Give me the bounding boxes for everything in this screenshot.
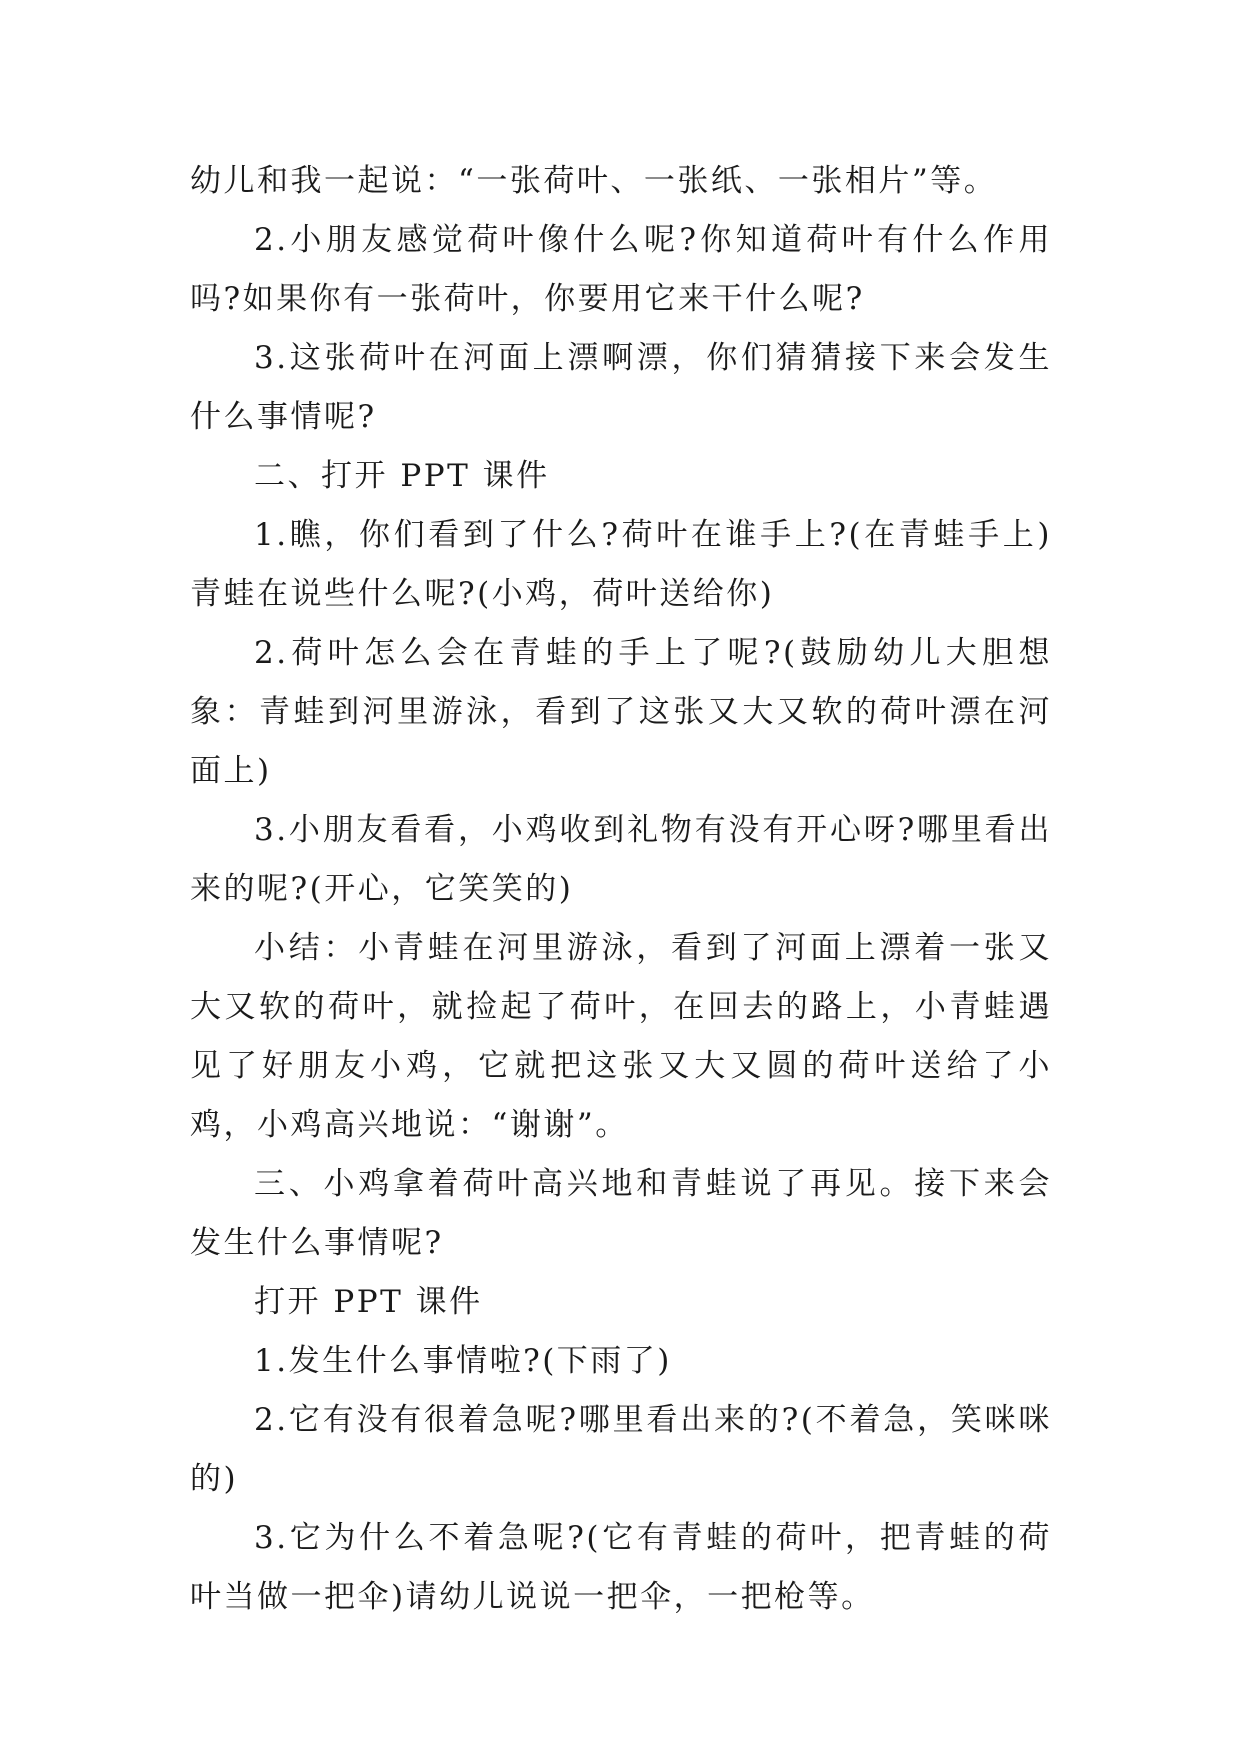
paragraph-continued-intro: 幼儿和我一起说：“一张荷叶、一张纸、一张相片”等。 — [190, 163, 998, 199]
paragraph-section2-item-3: 3.小朋友看看，小鸡收到礼物有没有开心呀?哪里看出来的呢?(开心，它笑笑的) — [190, 812, 1052, 907]
paragraph-section3-item-1: 1.发生什么事情啦?(下雨了) — [254, 1343, 672, 1379]
paragraph-question-2: 2.小朋友感觉荷叶像什么呢?你知道荷叶有什么作用吗?如果你有一张荷叶，你要用它来干什么呢? — [190, 222, 1052, 317]
paragraph-open-ppt: 打开 PPT 课件 — [254, 1284, 483, 1320]
paragraph-summary: 小结：小青蛙在河里游泳，看到了河面上漂着一张又大又软的荷叶，就捡起了荷叶，在回去的路上，小青蛙遇见了好朋友小鸡，它就把这张又大又圆的荷叶送给了小鸡，小鸡高兴地说：“谢谢”。 — [190, 930, 1052, 1143]
section-heading-2: 二、打开 PPT 课件 — [254, 458, 550, 494]
paragraph-question-3: 3.这张荷叶在河面上漂啊漂，你们猜猜接下来会发生什么事情呢? — [190, 340, 1052, 435]
paragraph-section3-item-2: 2.它有没有很着急呢?哪里看出来的?(不着急，笑咪咪的) — [190, 1402, 1052, 1497]
paragraph-section3-item-3: 3.它为什么不着急呢?(它有青蛙的荷叶，把青蛙的荷叶当做一把伞)请幼儿说说一把伞，一把枪等。 — [190, 1520, 1052, 1615]
paragraph-section2-item-2: 2.荷叶怎么会在青蛙的手上了呢?(鼓励幼儿大胆想象：青蛙到河里游泳，看到了这张又大又软的荷叶漂在河面上) — [190, 635, 1052, 789]
section-heading-3: 三、小鸡拿着荷叶高兴地和青蛙说了再见。接下来会发生什么事情呢? — [190, 1166, 1052, 1261]
document-page — [190, 152, 1052, 1627]
paragraph-section2-item-1: 1.瞧，你们看到了什么?荷叶在谁手上?(在青蛙手上)青蛙在说些什么呢?(小鸡，荷叶送给你) — [190, 517, 1052, 612]
